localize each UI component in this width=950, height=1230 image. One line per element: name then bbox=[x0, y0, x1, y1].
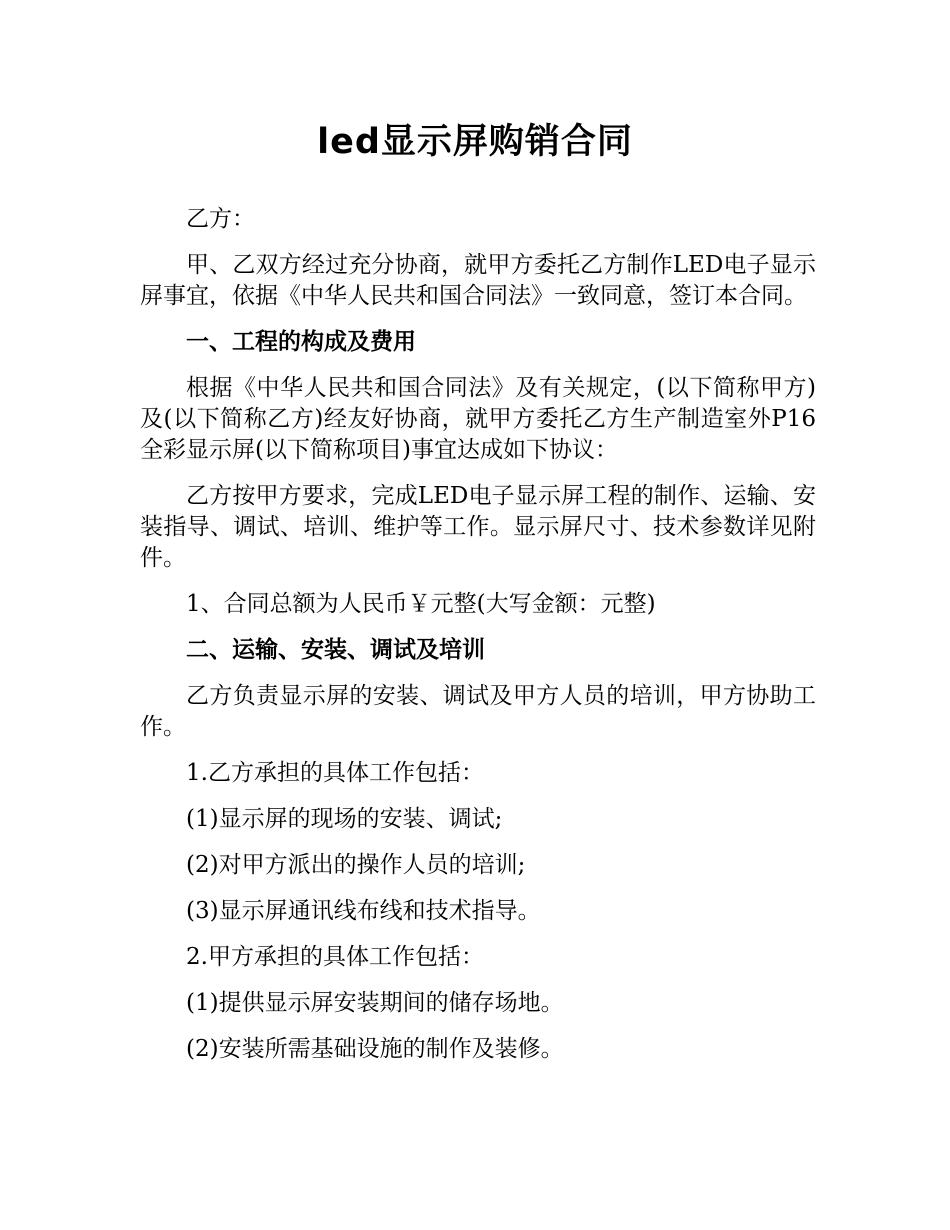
party-b-line: 乙方： bbox=[186, 206, 255, 232]
party-a-tasks-heading: 2.甲方承担的具体工作包括： bbox=[186, 944, 484, 970]
agreement-paragraph: 根据《中华人民共和国合同法》及有关规定，(以下简称甲方)及(以下简称乙方)经友好协商，就甲方委托乙方生产制造室外P16全彩显示屏(以下简称项目)事宜达成如下协议： bbox=[140, 375, 816, 463]
document-title: led显示屏购销合同 bbox=[317, 122, 633, 162]
contract-amount-paragraph: 1、合同总额为人民币￥元整(大写金额：元整) bbox=[186, 591, 656, 617]
section-heading-1: 一、工程的构成及费用 bbox=[186, 329, 416, 355]
intro-paragraph: 甲、乙双方经过充分协商，就甲方委托乙方制作LED电子显示屏事宜，依据《中华人民共和国合同法》一致同意，签订本合同。 bbox=[140, 252, 816, 309]
document-body bbox=[140, 204, 816, 1080]
installation-paragraph: 乙方负责显示屏的安装、调试及甲方人员的培训，甲方协助工作。 bbox=[140, 683, 816, 740]
section-heading-2: 二、运输、安装、调试及培训 bbox=[186, 637, 485, 663]
scope-paragraph: 乙方按甲方要求，完成LED电子显示屏工程的制作、运输、安装指导、调试、培训、维护等工作。显示屏尺寸、技术参数详见附件。 bbox=[140, 483, 816, 571]
party-a-task-2: (2)安装所需基础设施的制作及装修。 bbox=[186, 1036, 564, 1062]
party-b-tasks-heading: 1.乙方承担的具体工作包括： bbox=[186, 760, 484, 786]
party-b-task-2: (2)对甲方派出的操作人员的培训; bbox=[186, 852, 526, 878]
party-b-task-1: (1)显示屏的现场的安装、调试; bbox=[186, 806, 503, 832]
party-b-task-3: (3)显示屏通讯线布线和技术指导。 bbox=[186, 898, 541, 924]
party-a-task-1: (1)提供显示屏安装期间的储存场地。 bbox=[186, 990, 564, 1016]
